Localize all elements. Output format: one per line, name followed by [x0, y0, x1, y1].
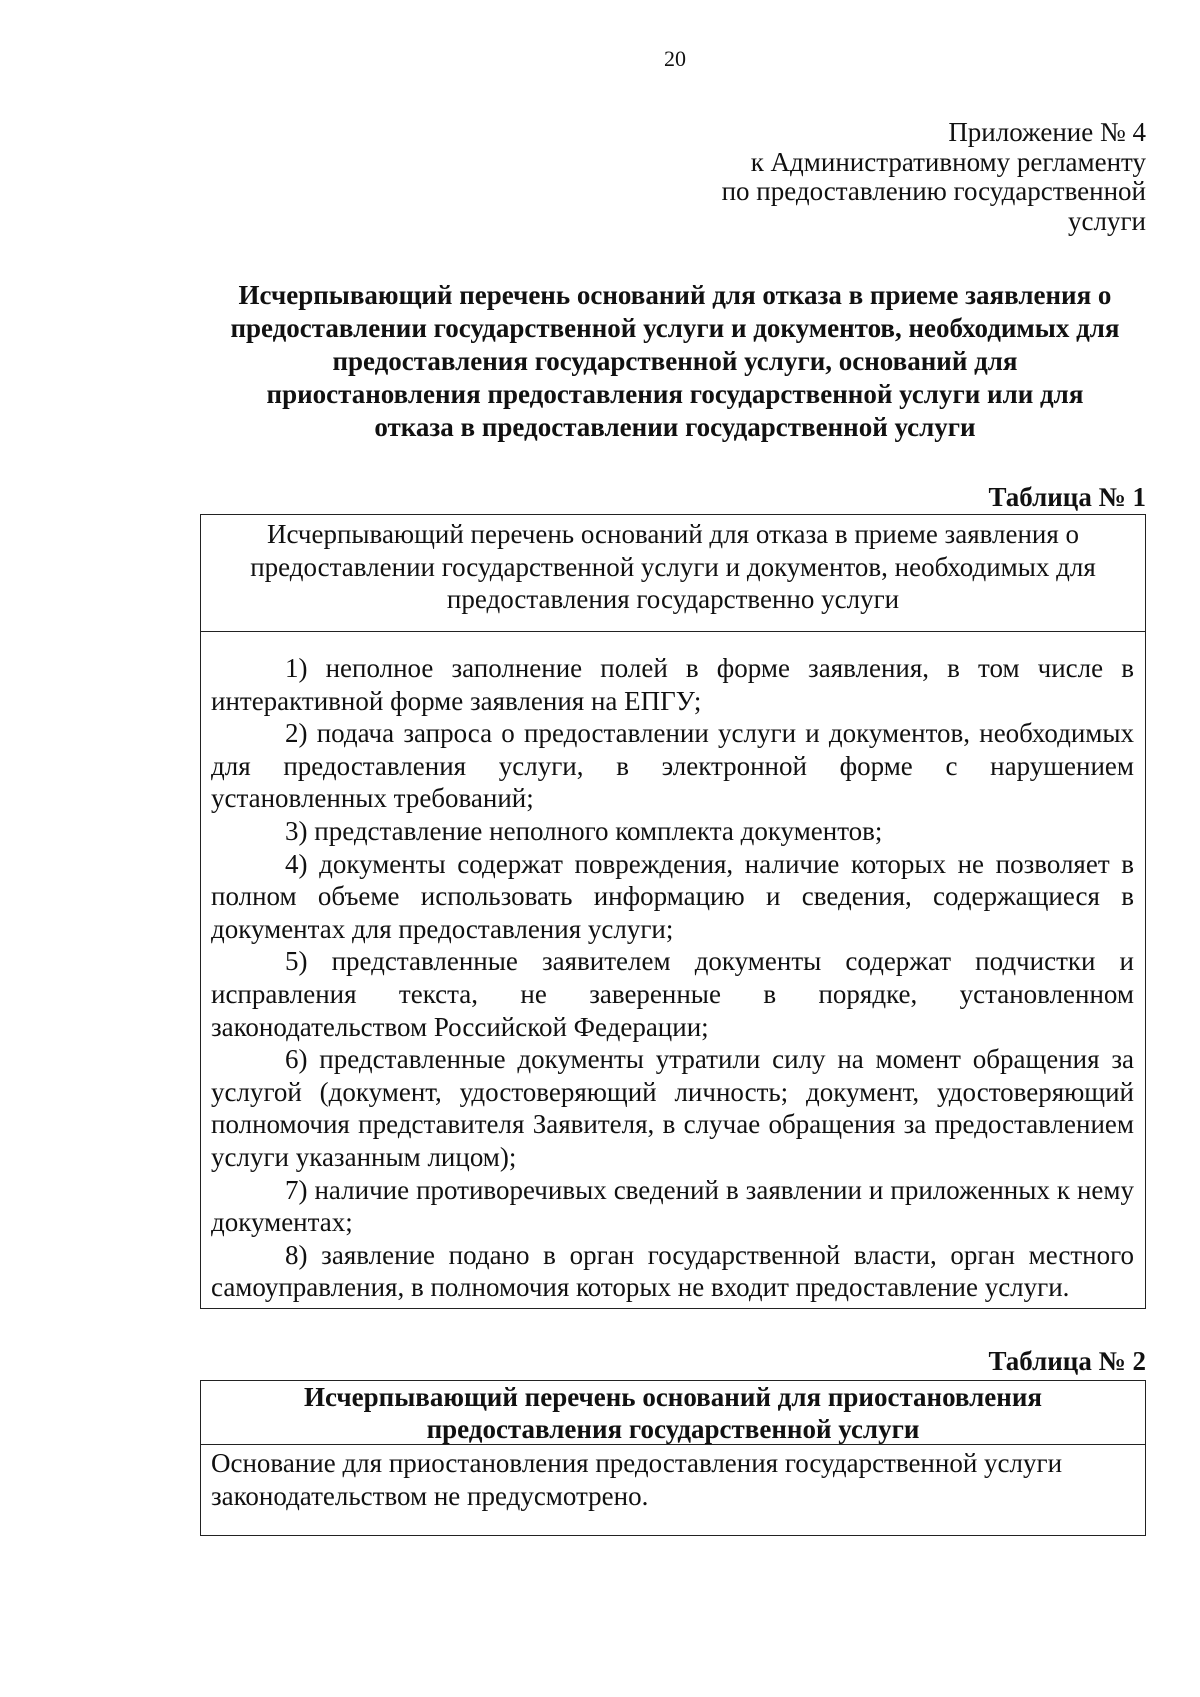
- table2-label: Таблица № 2: [988, 1346, 1146, 1376]
- title-line: приостановления предоставления государственной услуги или для: [266, 379, 1084, 409]
- table1: [200, 514, 1146, 1309]
- table2-body-line: Основание для приостановления предоставления государственной услуги: [211, 1448, 1063, 1478]
- annex-reference: [722, 118, 1146, 236]
- refusal-ground-item: 2) подача запроса о предоставлении услуги и документов, необходимых для предоставления услуги, в электронной форме с нарушением установленных требований;: [211, 718, 1134, 814]
- refusal-ground-item: 6) представленные документы утратили силу на момент обращения за услугой (документ, удостоверяющий личность; документ, удостоверяющий полномочия представителя Заявителя, в случае обращения за предоставлением услуги указанным лицом);: [211, 1044, 1134, 1172]
- table1-header-line: Исчерпывающий перечень оснований для отказа в приеме заявления о: [266, 519, 1080, 549]
- page-number: 20: [664, 46, 686, 71]
- table1-header-line: предоставлении государственной услуги и документов, необходимых для: [250, 551, 1096, 582]
- document-title: [200, 279, 1150, 444]
- table2: [200, 1380, 1146, 1536]
- annex-line: по предоставлению государственной: [721, 176, 1146, 206]
- table2-header-line: Исчерпывающий перечень оснований для приостановления: [303, 1382, 1043, 1412]
- refusal-ground-item: 8) заявление подано в орган государственной власти, орган местного самоуправления, в полномочия которых не входит предоставление услуги.: [211, 1239, 1134, 1303]
- table2-header: [201, 1381, 1145, 1445]
- table2-body: [201, 1445, 1145, 1513]
- table1-label: Таблица № 1: [988, 482, 1146, 512]
- refusal-ground-item: 4) документы содержат повреждения, наличие которых не позволяет в полном объеме использовать информацию и сведения, содержащиеся в документах для предоставления услуги;: [211, 848, 1134, 944]
- table2-header-line: предоставления государственной услуги: [426, 1414, 920, 1444]
- refusal-ground-item: 1) неполное заполнение полей в форме заявления, в том числе в интерактивной форме заявления на ЕПГУ;: [211, 653, 1134, 716]
- title-line: отказа в предоставлении государственной услуги: [374, 412, 976, 442]
- table1-header: [201, 515, 1145, 632]
- table1-header-line: предоставления государственно услуги: [446, 584, 900, 614]
- title-line: Исчерпывающий перечень оснований для отказа в приеме заявления о: [238, 280, 1112, 310]
- annex-line: Приложение № 4: [948, 117, 1146, 147]
- table1-body: [201, 632, 1145, 1304]
- annex-line: к Административному регламенту: [750, 146, 1146, 177]
- refusal-ground-item: 5) представленные заявителем документы содержат подчистки и исправления текста, не заверенные в порядке, установленном законодательством Российской Федерации;: [211, 946, 1134, 1042]
- title-line: предоставлении государственной услуги и документов, необходимых для: [230, 313, 1120, 343]
- refusal-ground-item: 7) наличие противоречивых сведений в заявлении и приложенных к нему документах;: [211, 1174, 1134, 1238]
- refusal-ground-item: 3) представление неполного комплекта документов;: [285, 815, 883, 846]
- table2-body-line: законодательством не предусмотрено.: [211, 1481, 649, 1511]
- title-line: предоставления государственной услуги, оснований для: [332, 346, 1018, 376]
- annex-line: услуги: [1068, 205, 1146, 236]
